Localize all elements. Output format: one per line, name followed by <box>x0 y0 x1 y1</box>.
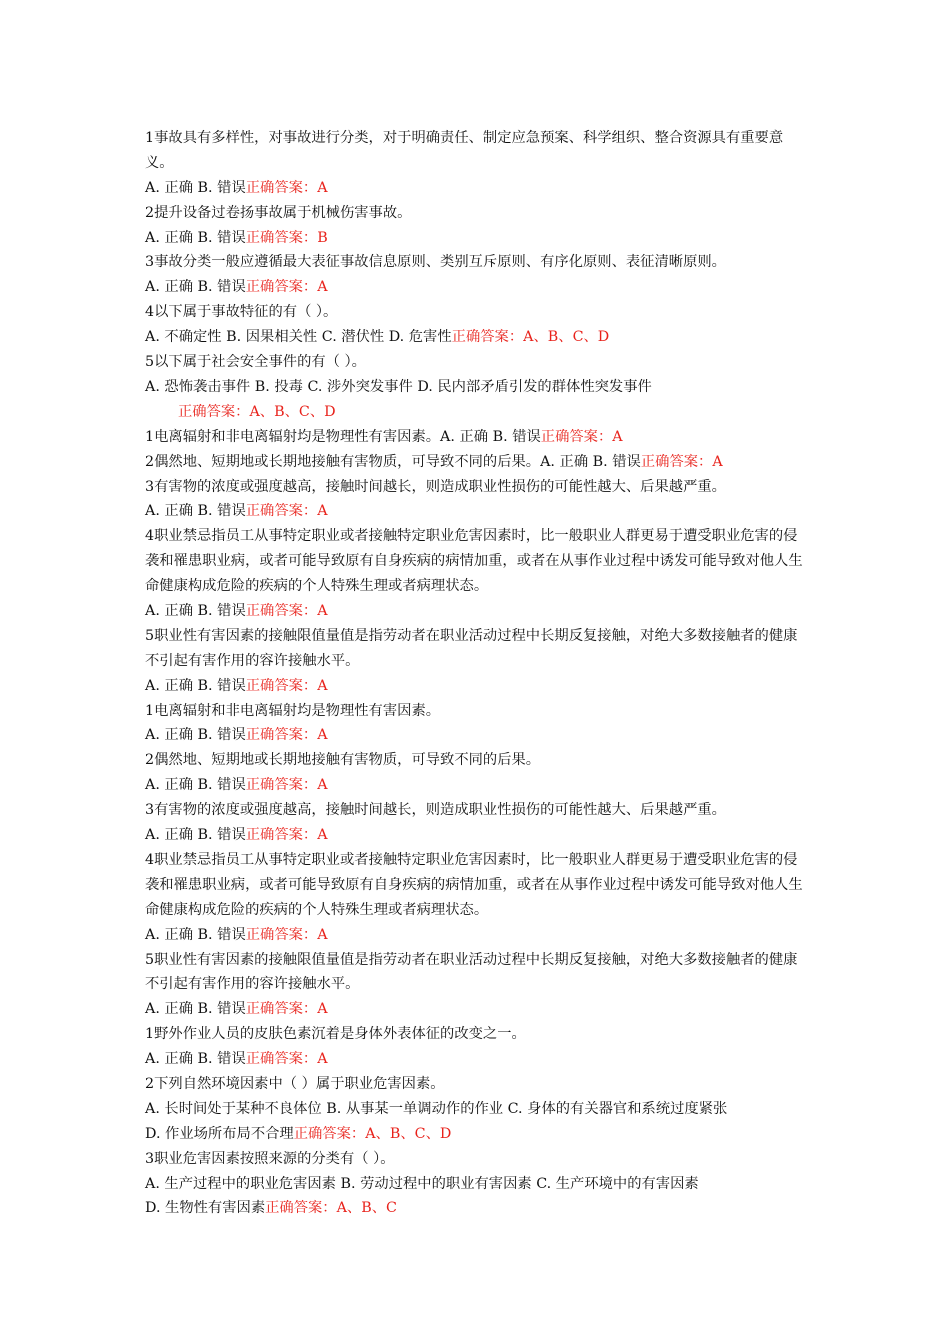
options-text: D. 生物性有害因素 <box>145 1200 266 1217</box>
options-text: A. 长时间处于某种不良体位 B. 从事某一单调动作的作业 C. 身体的有关器官和系统过度紧张 <box>145 1100 728 1117</box>
answer-line <box>145 923 810 948</box>
answer-line <box>145 1047 810 1072</box>
question-text: 3有害物的浓度或强度越高，接触时间越长，则造成职业性损伤的可能性越大、后果越严重。 <box>145 802 726 819</box>
options-text: D. 作业场所布局不合理 <box>145 1125 294 1142</box>
correct-answer: 正确答案：A <box>245 827 328 844</box>
options-text: A. 生产过程中的职业危害因素 B. 劳动过程中的职业有害因素 C. 生产环境中的有害因素 <box>145 1175 699 1192</box>
question-text: 2偶然地、短期地或长期地接触有害物质，可导致不同的后果。 <box>145 453 541 470</box>
correct-answer: 正确答案：A、B、C、D <box>451 329 610 346</box>
correct-answer: 正确答案：A、B、C <box>265 1200 397 1217</box>
question-line <box>145 425 810 450</box>
options-text: A. 正确 B. 错误 <box>145 926 246 943</box>
question-text: 5职业性有害因素的接触限值量值是指劳动者在职业活动过程中长期反复接触，对绝大多数接触者的健康不引起有害作用的容许接触水平。 <box>145 951 798 993</box>
answer-line <box>145 275 810 300</box>
question-text: 2提升设备过卷扬事故属于机械伤害事故。 <box>145 204 412 221</box>
options-text: A. 不确定性 B. 因果相关性 C. 潜伏性 D. 危害性 <box>145 329 452 346</box>
answer-line <box>145 499 810 524</box>
correct-answer: 正确答案：A <box>245 603 328 619</box>
answer-line <box>145 400 810 425</box>
question-text: 4职业禁忌指员工从事特定职业或者接触特定职业危害因素时，比一般职业人群更易于遭受职业危害的侵袭和罹患职业病，或者可能导致原有自身疾病的病情加重，或者在从事作业过程中诱发可能导致对他人生命健康构成危险的疾病的个人特殊生理或者病理状态。 <box>145 528 803 595</box>
question-text: 2偶然地、短期地或长期地接触有害物质，可导致不同的后果。 <box>145 752 541 769</box>
options-text: A. 正确 B. 错误 <box>145 229 246 246</box>
correct-answer: 正确答案：A <box>245 179 328 196</box>
question-text: 1电离辐射和非电离辐射均是物理性有害因素。 <box>145 702 441 719</box>
answer-line <box>145 674 810 699</box>
answer-line <box>145 176 810 201</box>
correct-answer: 正确答案：A <box>245 777 328 794</box>
correct-answer: 正确答案：B <box>245 229 328 246</box>
correct-answer: 正确答案：A <box>640 453 723 470</box>
question-text: 1事故具有多样性，对事故进行分类，对于明确责任、制定应急预案、科学组织、整合资源具有重要意义。 <box>145 130 784 171</box>
correct-answer: 正确答案：A <box>245 926 328 943</box>
question-text: 1电离辐射和非电离辐射均是物理性有害因素。 <box>145 428 441 445</box>
question-text: 5以下属于社会安全事件的有（ ）。 <box>145 354 366 371</box>
options-text: A. 正确 B. 错误 <box>440 428 541 445</box>
options-text: A. 正确 B. 错误 <box>145 603 246 619</box>
correct-answer: 正确答案：A、B、C、D <box>293 1125 452 1142</box>
question-text: 3事故分类一般应遵循最大表征事故信息原则、类别互斥原则、有序化原则、表征清晰原则。 <box>145 254 726 271</box>
question-text: 5职业性有害因素的接触限值量值是指劳动者在职业活动过程中长期反复接触，对绝大多数接触者的健康不引起有害作用的容许接触水平。 <box>145 627 798 669</box>
options-text: A. 正确 B. 错误 <box>145 1051 246 1068</box>
options-text: A. 正确 B. 错误 <box>145 827 246 844</box>
question-text: 3职业危害因素按照来源的分类有（ ）。 <box>145 1150 395 1167</box>
correct-answer: 正确答案：A <box>245 1051 328 1068</box>
options-text: A. 正确 B. 错误 <box>145 677 246 694</box>
answer-line <box>145 599 810 624</box>
answer-line <box>145 823 810 848</box>
options-text: A. 正确 B. 错误 <box>145 1001 246 1018</box>
question-text: 4以下属于事故特征的有（ ）。 <box>145 304 338 321</box>
correct-answer: 正确答案：A <box>245 727 328 744</box>
correct-answer: 正确答案：A <box>540 428 623 445</box>
options-text: A. 正确 B. 错误 <box>145 279 246 296</box>
correct-answer: 正确答案：A <box>245 503 328 520</box>
answer-line <box>145 1196 810 1221</box>
correct-answer: 正确答案：A <box>245 279 328 296</box>
answer-line <box>145 325 810 350</box>
question-text: 1野外作业人员的皮肤色素沉着是身体外表体征的改变之一。 <box>145 1026 526 1043</box>
options-text: A. 正确 B. 错误 <box>145 727 246 744</box>
question-text: 3有害物的浓度或强度越高，接触时间越长，则造成职业性损伤的可能性越大、后果越严重。 <box>145 478 726 495</box>
answer-line <box>145 773 810 798</box>
answer-line <box>145 723 810 748</box>
options-text: A. 正确 B. 错误 <box>145 777 246 794</box>
options-text: A. 正确 B. 错误 <box>145 179 246 196</box>
answer-line <box>145 997 810 1022</box>
correct-answer: 正确答案：A、B、C、D <box>178 403 336 420</box>
question-text: 2下列自然环境因素中（ ）属于职业危害因素。 <box>145 1076 445 1093</box>
options-text: A. 正确 B. 错误 <box>145 503 246 520</box>
answer-line <box>145 226 810 251</box>
options-text: A. 恐怖袭击事件 B. 投毒 C. 涉外突发事件 D. 民内部矛盾引发的群体性突发事件 <box>145 378 652 395</box>
answer-line <box>145 1122 810 1147</box>
correct-answer: 正确答案：A <box>245 1001 328 1018</box>
document-page <box>145 126 810 1221</box>
correct-answer: 正确答案：A <box>245 677 328 694</box>
question-text: 4职业禁忌指员工从事特定职业或者接触特定职业危害因素时，比一般职业人群更易于遭受职业危害的侵袭和罹患职业病，或者可能导致原有自身疾病的病情加重，或者在从事作业过程中诱发可能导致对他人生命健康构成危险的疾病的个人特殊生理或者病理状态。 <box>145 851 803 918</box>
options-text: A. 正确 B. 错误 <box>540 453 641 470</box>
question-line <box>145 450 810 475</box>
